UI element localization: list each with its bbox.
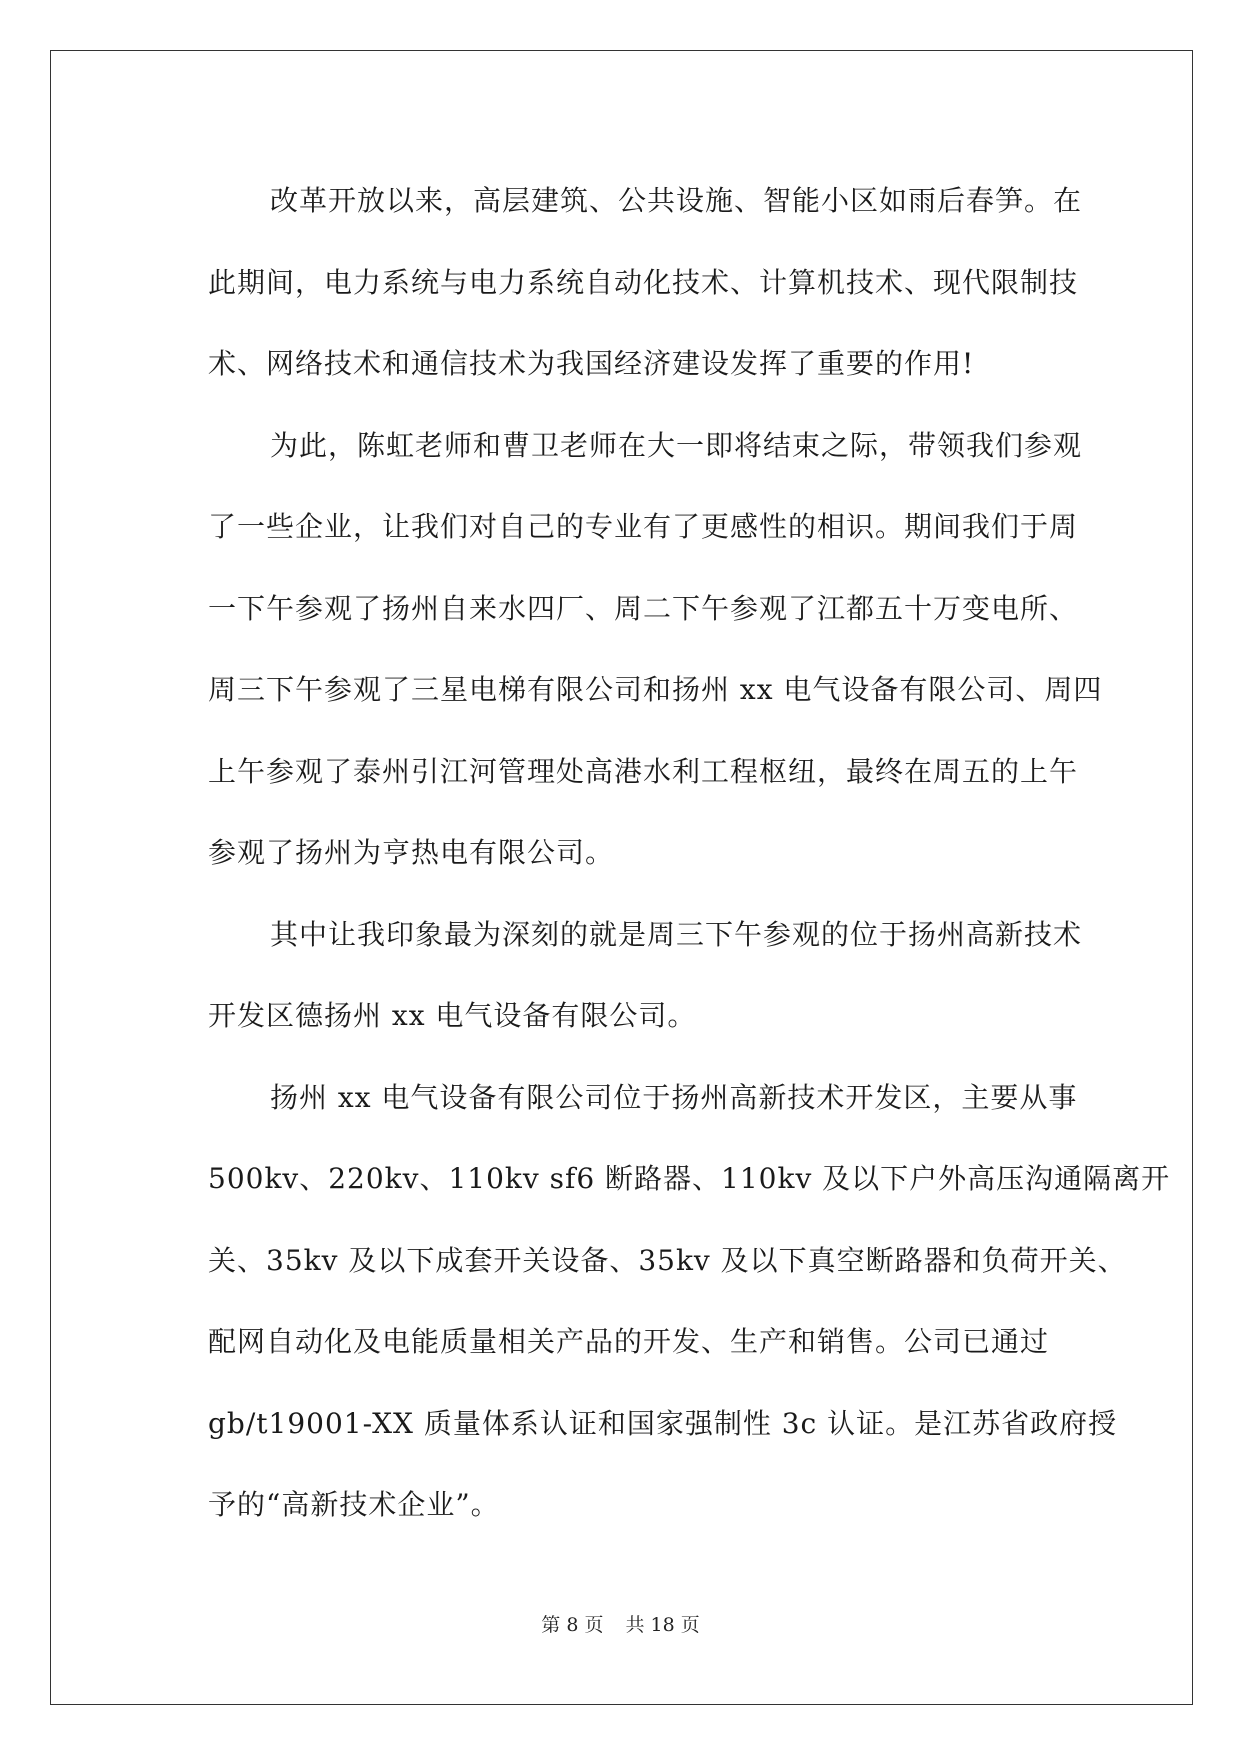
text-line: 术、网络技术和通信技术为我国经济建设发挥了重要的作用! (208, 347, 975, 380)
text-line: 改革开放以来，高层建筑、公共设施、智能小区如雨后春笋。在 (270, 184, 1083, 217)
paragraph-4 (152, 1057, 1171, 1546)
text-line: 扬州 xx 电气设备有限公司位于扬州高新技术开发区，主要从事 (270, 1080, 1078, 1114)
paragraph-2 (152, 405, 1103, 894)
text-line: 周三下午参观了三星电梯有限公司和扬州 xx 电气设备有限公司、周四 (208, 673, 1103, 706)
page-footer (0, 1610, 1241, 1637)
text-line: 此期间，电力系统与电力系统自动化技术、计算机技术、现代限制技 (208, 265, 1079, 299)
text-line: 关、35kv 及以下成套开关设备、35kv 及以下真空断路器和负荷开关、 (208, 1243, 1127, 1277)
text-line: 为此，陈虹老师和曹卫老师在大一即将结束之际，带领我们参观 (270, 428, 1083, 462)
page-number: 第 8 页 (541, 1614, 604, 1636)
paragraph-3 (152, 894, 1090, 1057)
text-line: 其中让我印象最为深刻的就是周三下午参观的位于扬州高新技术 (270, 917, 1083, 951)
text-line: 一下午参观了扬州自来水四厂、周二下午参观了江都五十万变电所、 (208, 591, 1079, 625)
text-line: 参观了扬州为亨热电有限公司。 (208, 836, 615, 869)
text-line: gb/t19001-XX 质量体系认证和国家强制性 3c 认证。是江苏省政府授 (208, 1406, 1118, 1440)
total-pages: 共 18 页 (625, 1614, 700, 1636)
paragraph-1 (152, 160, 1090, 405)
text-line: 配网自动化及电能质量相关产品的开发、生产和销售。公司已通过 (208, 1325, 1050, 1358)
text-line: 予的“高新技术企业”。 (208, 1488, 500, 1521)
text-line: 了一些企业，让我们对自己的专业有了更感性的相识。期间我们于周 (208, 510, 1079, 543)
document-body (152, 160, 1171, 1546)
text-line: 500kv、220kv、110kv sf6 断路器、110kv 及以下户外高压沟通隔离开 (208, 1162, 1171, 1195)
text-line: 上午参观了泰州引江河管理处高港水利工程枢纽，最终在周五的上午 (208, 754, 1079, 788)
text-line: 开发区德扬州 xx 电气设备有限公司。 (208, 999, 697, 1032)
